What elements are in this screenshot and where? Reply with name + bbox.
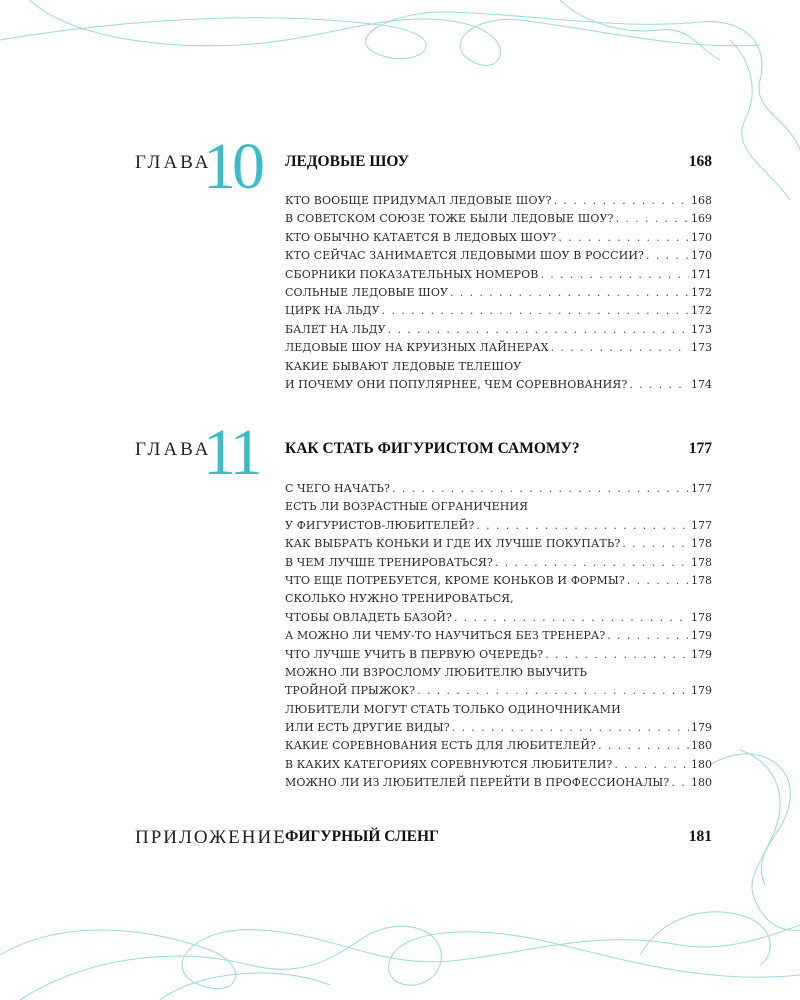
toc-entry[interactable] xyxy=(285,376,712,394)
toc-entry[interactable] xyxy=(285,192,712,210)
toc-entry-title: У ФИГУРИСТОВ-ЛЮБИТЕЛЕЙ? xyxy=(285,518,475,532)
toc-entry[interactable] xyxy=(285,737,712,755)
toc-entry-page: 179 xyxy=(691,647,712,661)
toc-entry-page: 180 xyxy=(691,739,712,753)
toc-entry-page: 168 xyxy=(691,194,712,207)
toc-entry[interactable] xyxy=(285,358,712,376)
toc-entry-title: ЧТОБЫ ОВЛАДЕТЬ БАЗОЙ? xyxy=(285,610,452,624)
toc-entry-page: 171 xyxy=(691,267,712,281)
toc-leader-dots xyxy=(598,737,689,755)
toc-entry-page: 178 xyxy=(691,537,712,551)
toc-entry-title: И ПОЧЕМУ ОНИ ПОПУЛЯРНЕЕ, ЧЕМ СОРЕВНОВАНИЯ? xyxy=(285,377,628,391)
toc-leader-dots xyxy=(450,284,689,302)
chapter-title[interactable]: КАК СТАТЬ ФИГУРИСТОМ САМОМУ? xyxy=(285,440,580,457)
toc-entry[interactable] xyxy=(285,321,712,339)
chapter-10-toc xyxy=(285,192,712,394)
toc-leader-dots xyxy=(454,609,689,627)
toc-entry-title: ЛЕДОВЫЕ ШОУ НА КРУИЗНЫХ ЛАЙНЕРАХ xyxy=(285,341,549,355)
toc-entry-page: 179 xyxy=(691,721,712,735)
toc-entry-title: МОЖНО ЛИ ИЗ ЛЮБИТЕЛЕЙ ПЕРЕЙТИ В ПРОФЕССИОНАЛЫ? xyxy=(285,776,670,790)
toc-entry-title: ЧТО ЛУЧШЕ УЧИТЬ В ПЕРВУЮ ОЧЕРЕДЬ? xyxy=(285,647,544,661)
toc-entry[interactable] xyxy=(285,210,712,228)
toc-entry-title: КАКИЕ БЫВАЮТ ЛЕДОВЫЕ ТЕЛЕШОУ xyxy=(285,359,522,373)
toc-entry[interactable] xyxy=(285,554,712,572)
toc-entry-title: БАЛЕТ НА ЛЬДУ xyxy=(285,322,386,336)
toc-entry-title: А МОЖНО ЛИ ЧЕМУ-ТО НАУЧИТЬСЯ БЕЗ ТРЕНЕРА? xyxy=(285,629,606,643)
toc-entry-title: В СОВЕТСКОМ СОЮЗЕ ТОЖЕ БЫЛИ ЛЕДОВЫЕ ШОУ? xyxy=(285,212,614,226)
toc-entry-page: 170 xyxy=(691,230,712,244)
toc-entry-page: 177 xyxy=(691,482,712,495)
toc-leader-dots xyxy=(554,192,689,210)
toc-entry[interactable] xyxy=(285,682,712,700)
toc-entry-title: ТРОЙНОЙ ПРЫЖОК? xyxy=(285,684,416,698)
toc-entry[interactable] xyxy=(285,719,712,737)
toc-entry[interactable] xyxy=(285,756,712,774)
toc-entry-title: ИЛИ ЕСТЬ ДРУГИЕ ВИДЫ? xyxy=(285,721,450,735)
toc-leader-dots xyxy=(629,376,689,394)
chapter-number: 10 xyxy=(203,130,261,203)
toc-entry-page: 174 xyxy=(691,377,712,391)
toc-entry-page: 177 xyxy=(691,518,712,532)
toc-entry[interactable] xyxy=(285,701,712,719)
toc-entry[interactable] xyxy=(285,646,712,664)
toc-leader-dots xyxy=(540,266,689,284)
toc-entry-page: 173 xyxy=(691,322,712,336)
toc-entry[interactable] xyxy=(285,302,712,320)
toc-leader-dots xyxy=(388,321,689,339)
appendix-page-number: 181 xyxy=(688,828,712,845)
toc-entry-page: 178 xyxy=(691,610,712,624)
toc-entry-page: 179 xyxy=(691,684,712,698)
toc-entry[interactable] xyxy=(285,774,712,792)
toc-entry-title: В ЧЕМ ЛУЧШЕ ТРЕНИРОВАТЬСЯ? xyxy=(285,555,493,569)
toc-entry-title: В КАКИХ КАТЕГОРИЯХ СОРЕВНУЮТСЯ ЛЮБИТЕЛИ? xyxy=(285,757,613,771)
toc-entry-title: ЦИРК НА ЛЬДУ xyxy=(285,304,380,318)
toc-entry[interactable] xyxy=(285,339,712,357)
toc-entry-page: 178 xyxy=(691,573,712,587)
toc-entry[interactable] xyxy=(285,664,712,682)
toc-leader-dots xyxy=(627,572,689,590)
toc-entry-title: ЧТО ЕЩЕ ПОТРЕБУЕТСЯ, КРОМЕ КОНЬКОВ И ФОРМЫ? xyxy=(285,573,625,587)
toc-entry-title: СБОРНИКИ ПОКАЗАТЕЛЬНЫХ НОМЕРОВ xyxy=(285,267,539,281)
toc-entry-title: СОЛЬНЫЕ ЛЕДОВЫЕ ШОУ xyxy=(285,285,448,299)
toc-leader-dots xyxy=(382,302,689,320)
toc-leader-dots xyxy=(545,646,689,664)
toc-entry-title: ЛЮБИТЕЛИ МОГУТ СТАТЬ ТОЛЬКО ОДИНОЧНИКАМИ xyxy=(285,702,621,716)
toc-entry[interactable] xyxy=(285,247,712,265)
toc-entry-page: 173 xyxy=(691,341,712,355)
toc-entry-title: КТО ВООБЩЕ ПРИДУМАЛ ЛЕДОВЫЕ ШОУ? xyxy=(285,194,552,207)
toc-entry[interactable] xyxy=(285,284,712,302)
toc-leader-dots xyxy=(417,682,689,700)
toc-entry-title: МОЖНО ЛИ ВЗРОСЛОМУ ЛЮБИТЕЛЮ ВЫУЧИТЬ xyxy=(285,665,588,679)
toc-entry-page: 170 xyxy=(691,249,712,263)
toc-leader-dots xyxy=(551,339,689,357)
toc-leader-dots xyxy=(558,229,689,247)
toc-entry-title: КАК ВЫБРАТЬ КОНЬКИ И ГДЕ ИХ ЛУЧШЕ ПОКУПАТЬ? xyxy=(285,537,621,551)
toc-entry-page: 172 xyxy=(691,285,712,299)
appendix-title[interactable]: ФИГУРНЫЙ СЛЕНГ xyxy=(285,828,439,845)
toc-entry-page: 180 xyxy=(691,757,712,771)
toc-leader-dots xyxy=(646,247,689,265)
chapter-page-number: 168 xyxy=(688,153,712,170)
toc-leader-dots xyxy=(452,719,689,737)
chapter-label: ГЛАВА xyxy=(135,439,212,460)
toc-entry-title: СКОЛЬКО НУЖНО ТРЕНИРОВАТЬСЯ, xyxy=(285,592,514,606)
chapter-number: 11 xyxy=(203,416,259,489)
chapter-page-number: 177 xyxy=(688,440,712,457)
toc-entry-page: 178 xyxy=(691,555,712,569)
toc-entry[interactable] xyxy=(285,480,712,498)
toc-entry[interactable] xyxy=(285,498,712,516)
toc-entry[interactable] xyxy=(285,572,712,590)
toc-entry[interactable] xyxy=(285,229,712,247)
toc-entry-title: ЕСТЬ ЛИ ВОЗРАСТНЫЕ ОГРАНИЧЕНИЯ xyxy=(285,500,529,514)
toc-leader-dots xyxy=(607,627,689,645)
toc-entry[interactable] xyxy=(285,535,712,553)
toc-entry-title: С ЧЕГО НАЧАТЬ? xyxy=(285,482,391,495)
toc-leader-dots xyxy=(614,756,689,774)
chapter-11-toc xyxy=(285,480,712,793)
toc-entry-page: 179 xyxy=(691,629,712,643)
toc-entry[interactable] xyxy=(285,627,712,645)
toc-entry[interactable] xyxy=(285,590,712,608)
toc-leader-dots xyxy=(476,517,689,535)
toc-leader-dots xyxy=(616,210,689,228)
toc-entry-page: 180 xyxy=(691,776,712,790)
toc-leader-dots xyxy=(622,535,689,553)
toc-entry[interactable] xyxy=(285,266,712,284)
toc-leader-dots xyxy=(392,480,689,498)
toc-entry-title: КАКИЕ СОРЕВНОВАНИЯ ЕСТЬ ДЛЯ ЛЮБИТЕЛЕЙ? xyxy=(285,739,597,753)
chapter-title[interactable]: ЛЕДОВЫЕ ШОУ xyxy=(285,153,409,170)
toc-leader-dots xyxy=(671,774,689,792)
toc-leader-dots xyxy=(495,554,689,572)
chapter-label: ГЛАВА xyxy=(135,152,212,173)
toc-entry-title: КТО ОБЫЧНО КАТАЕТСЯ В ЛЕДОВЫХ ШОУ? xyxy=(285,230,557,244)
toc-entry-page: 172 xyxy=(691,304,712,318)
toc-entry-title: КТО СЕЙЧАС ЗАНИМАЕТСЯ ЛЕДОВЫМИ ШОУ В РОССИИ? xyxy=(285,249,645,263)
toc-entry-page: 169 xyxy=(691,212,712,226)
appendix-label: ПРИЛОЖЕНИЕ xyxy=(135,827,287,848)
toc-entry[interactable] xyxy=(285,517,712,535)
toc-entry[interactable] xyxy=(285,609,712,627)
